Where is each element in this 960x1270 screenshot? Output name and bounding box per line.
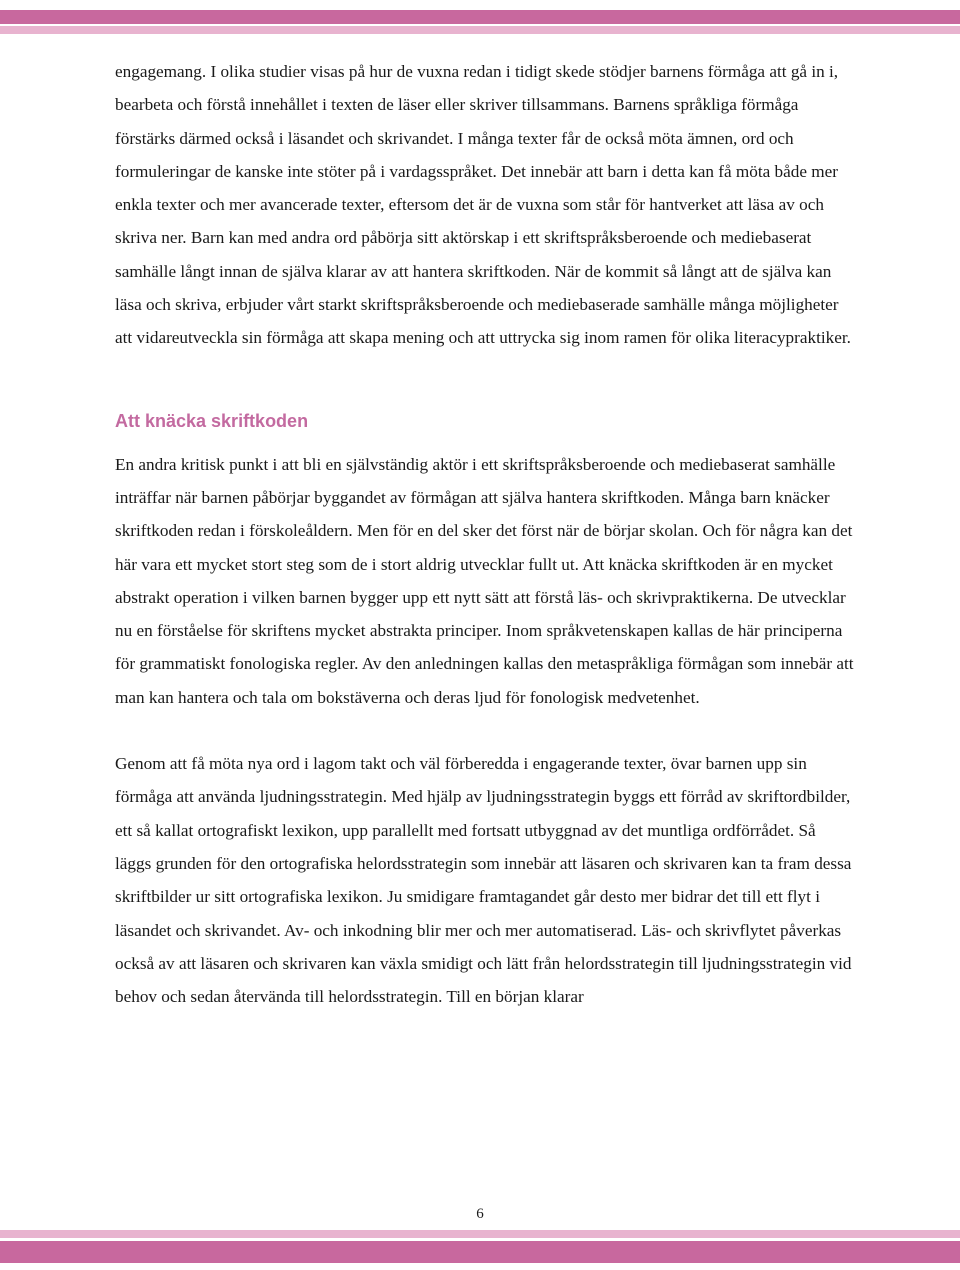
page-number: 6 [476, 1206, 484, 1222]
body-paragraph: engagemang. I olika studier visas på hur de vuxna redan i tidigt skede stödjer barnens förmåga att gå in i, bearbeta och förstå innehållet i texten de läser eller skriver tillsammans. Barnens språkliga förmåga förstärks därmed också i läsandet och skrivandet. I många texter får de också möta ämnen, ord och formuleringar de kanske inte stöter på i vardagsspråket. Det innebär att barn i detta kan få möta både mer enkla texter och mer avancerade texter, eftersom det är de vuxna som står för hantverket att läsa av och skriva ner. Barn kan med andra ord påbörja sitt aktörskap i ett skriftspråksberoende och mediebaserat samhälle långt innan de själva klarar av att hantera skriftkoden. När de kommit så långt att de själva kan läsa och skriva, erbjuder vårt starkt skriftspråksberoende och mediebaserade samhälle många möjligheter att vidareutveckla sin förmåga att skapa mening och att uttrycka sig inom ramen för olika literacypraktiker. [115, 62, 851, 348]
paragraph-spacer [115, 714, 855, 747]
page-content [115, 55, 855, 1013]
bottom-decorative-band [0, 1241, 960, 1263]
bottom-decorative-stripe [0, 1230, 960, 1238]
section-heading: Att knäcka skriftkoden [115, 410, 309, 431]
top-decorative-stripe [0, 26, 960, 34]
top-decorative-band [0, 10, 960, 24]
body-paragraph: En andra kritisk punkt i att bli en självständig aktör i ett skriftspråksberoende och mediebaserat samhälle inträffar när barnen påbörjar byggandet av förmågan att själva hantera skriftkoden. Många barn knäcker skriftkoden redan i förskoleåldern. Men för en del sker det först när de börjar skolan. Och för några kan det här vara ett mycket stort steg som de i stort aldrig utvecklar fullt ut. Att knäcka skriftkoden är en mycket abstrakt operation i vilken barnen bygger upp ett nytt sätt att förstå läs- och skrivpraktikerna. De utvecklar nu en förståelse för skriftens mycket abstrakta principer. Inom språkvetenskapen kallas de här principerna för grammatiskt fonologiska regler. Av den anledningen kallas den metaspråkliga förmågan som innebär att man kan hantera och tala om bokstäverna och deras ljud för fonologisk medvetenhet. [115, 454, 854, 707]
body-paragraph: Genom att få möta nya ord i lagom takt och väl förberedda i engagerande texter, övar barnen upp sin förmåga att använda ljudningsstrategin. Med hjälp av ljudningsstrategin byggs ett förråd av skriftordbilder, ett så kallat ortografiskt lexikon, upp parallellt med fortsatt utbyggnad av det muntliga ordförrådet. Så läggs grunden för den ortografiska helordsstrategin som innebär att läsaren och skrivaren kan ta fram dessa skriftbilder ur sitt ortografiska lexikon. Ju smidigare framtagandet går desto mer bidrar det till ett flyt i läsandet och skrivandet. Av- och inkodning blir mer och mer automatiserad. Läs- och skrivflytet påverkas också av att läsaren och skrivaren kan växla smidigt och lätt från helordsstrategin till ljudningsstrategin vid behov och sedan återvända till helordsstrategin. Till en början klarar [115, 754, 852, 1007]
